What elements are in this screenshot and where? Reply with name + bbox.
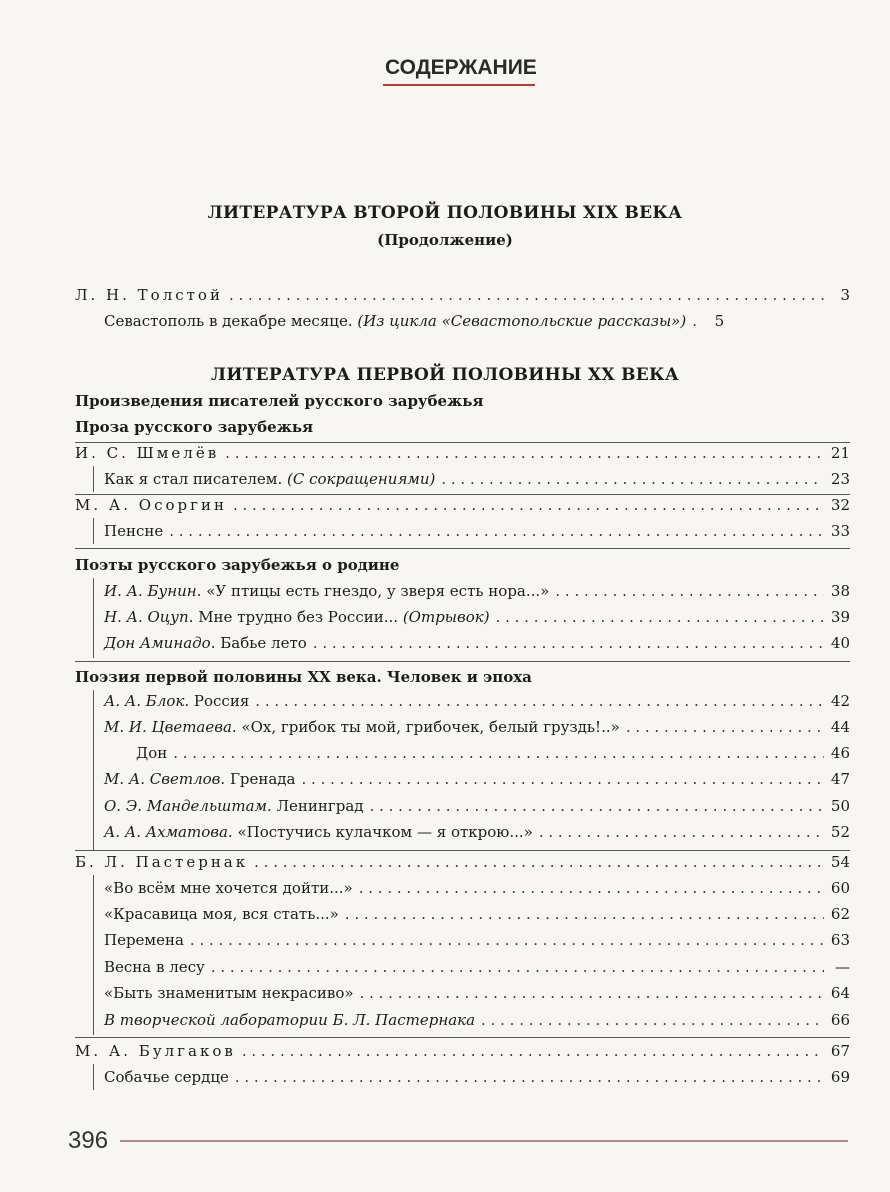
poem-author: Н. А. Оцуп. (104, 608, 194, 626)
poem-author: Дон Аминадо. (104, 634, 216, 652)
work-title: Перемена (104, 931, 184, 949)
leader-dots (345, 905, 824, 923)
leader-dots (233, 496, 824, 514)
leader-dots (692, 312, 698, 330)
toc-entry-osorgin[interactable] (75, 496, 850, 518)
author-name: И. С. Шмелёв (75, 444, 220, 462)
leader-dots (242, 1042, 824, 1060)
leader-dots (370, 797, 824, 815)
entry-title (104, 718, 620, 736)
work-title: Собачье сердце (104, 1068, 229, 1086)
toc-entry-peremena[interactable] (104, 931, 850, 953)
entry-title (104, 470, 435, 488)
leader-dots (190, 931, 824, 949)
page-ref: 33 (830, 522, 850, 540)
block-rule (75, 442, 850, 443)
poem-author: И. А. Бунин. (104, 582, 202, 600)
toc-entry-sobache[interactable] (104, 1068, 850, 1090)
toc-entry-shmelev[interactable] (75, 444, 850, 466)
leader-dots (555, 582, 824, 600)
leader-dots (441, 470, 824, 488)
group-heading-poetry-epoch: Поэзия первой половины XX века. Человек и эпоха (75, 668, 532, 686)
leader-dots (229, 286, 824, 304)
work-title: Россия (189, 692, 250, 710)
work-title: «Постучись кулачком — я открою...» (232, 823, 533, 841)
author-name: Б. Л. Пастернак (75, 853, 249, 871)
work-title: Как я стал писателем. (104, 470, 287, 488)
block-rule (75, 1037, 850, 1038)
page-ref: 67 (830, 1042, 850, 1060)
page-ref: 60 (830, 879, 850, 897)
entry-title (104, 770, 296, 788)
toc-entry-pensne[interactable] (104, 522, 850, 544)
author-name: Л. Н. Толстой (75, 286, 223, 304)
toc-entry-lab[interactable] (104, 1011, 850, 1033)
page-ref: 23 (830, 470, 850, 488)
group-heading-emigre-poets: Поэты русского зарубежья о родине (75, 556, 400, 574)
toc-entry-tolstoy[interactable] (75, 286, 850, 308)
toc-entry-bunin[interactable] (104, 582, 850, 604)
page-ref: 69 (830, 1068, 850, 1086)
leader-dots (173, 744, 824, 762)
page-ref: 21 (830, 444, 850, 462)
work-title: Дон (136, 744, 168, 762)
work-title: Пенсне (104, 522, 164, 540)
leader-dots (169, 522, 824, 540)
toc-entry-krasavitsa[interactable] (104, 905, 850, 927)
toc-entry-sevastopol[interactable] (104, 312, 850, 334)
author-name: М. А. Осоргин (75, 496, 227, 514)
page-ref: 54 (830, 853, 850, 871)
leader-dots (255, 692, 824, 710)
block-rule (75, 494, 850, 495)
work-title: Бабье лето (215, 634, 307, 652)
leader-dots (225, 444, 824, 462)
leader-dots (360, 984, 824, 1002)
work-title: «У птицы есть гнездо, у зверя есть нора...» (201, 582, 550, 600)
poem-author: А. А. Ахматова. (104, 823, 233, 841)
work-title: Гренада (225, 770, 296, 788)
work-title: Ленинград (271, 797, 364, 815)
page-ref: 62 (830, 905, 850, 923)
toc-entry-kak-ya[interactable] (104, 470, 850, 492)
toc-entry-byt[interactable] (104, 984, 850, 1006)
section-title-xix: ЛИТЕРАТУРА ВТОРОЙ ПОЛОВИНЫ XIX ВЕКА (207, 203, 683, 223)
group-rule (93, 1064, 94, 1090)
section-title-xx: ЛИТЕРАТУРА ПЕРВОЙ ПОЛОВИНЫ XX ВЕКА (211, 365, 679, 385)
page-ref: 66 (830, 1011, 850, 1029)
page-ref: 42 (830, 692, 850, 710)
entry-title (104, 823, 533, 841)
page-ref: 47 (830, 770, 850, 788)
leader-dots (302, 770, 825, 788)
work-note: (Из цикла «Севастопольские рассказы») (357, 312, 687, 330)
group-rule (93, 690, 94, 850)
toc-entry-tsvetaeva[interactable] (104, 718, 850, 740)
author-name: М. А. Булгаков (75, 1042, 236, 1060)
work-title: Севастополь в декабре месяце. (104, 312, 358, 330)
poem-author: О. Э. Мандельштам. (104, 797, 272, 815)
page-ref: 5 (714, 312, 725, 330)
leader-dots (254, 853, 824, 871)
toc-entry-bulgakov[interactable] (75, 1042, 850, 1064)
page-ref: — (835, 958, 850, 976)
leader-dots (539, 823, 824, 841)
page-ref: 39 (830, 608, 850, 626)
work-title: Мне трудно без России... (193, 608, 403, 626)
toc-entry-mandelshtam[interactable] (104, 797, 850, 819)
toc-entry-akhmatova[interactable] (104, 823, 850, 845)
page-ref: 44 (830, 718, 850, 736)
work-title: «Быть знаменитым некрасиво» (104, 984, 354, 1002)
poem-author: М. А. Светлов. (104, 770, 226, 788)
poem-author: М. И. Цветаева. (104, 718, 237, 736)
page-title: СОДЕРЖАНИЕ (385, 56, 537, 79)
toc-entry-vo-vsem[interactable] (104, 879, 850, 901)
block-rule (75, 850, 850, 851)
page-ref: 38 (830, 582, 850, 600)
footer-rule (120, 1140, 848, 1142)
title-underline (383, 84, 535, 86)
leader-dots (211, 958, 824, 976)
group-rule (93, 518, 94, 544)
work-title: «Ох, грибок ты мой, грибочек, белый груздь!..» (236, 718, 620, 736)
group-rule (93, 578, 94, 658)
toc-entry-svetlov[interactable] (104, 770, 850, 792)
group-heading-emigre-prose: Проза русского зарубежья (75, 418, 314, 436)
block-rule (75, 548, 850, 549)
group-heading-emigre-works: Произведения писателей русского зарубежья (75, 392, 484, 410)
work-title: «Красавица моя, вся стать...» (104, 905, 339, 923)
entry-title (104, 608, 490, 626)
work-title: «Во всём мне хочется дойти...» (104, 879, 353, 897)
page-ref: 3 (840, 286, 850, 304)
toc-entry-otsup[interactable] (104, 608, 850, 630)
group-rule (93, 466, 94, 492)
leader-dots (313, 634, 824, 652)
leader-dots (359, 879, 824, 897)
page-ref: 32 (830, 496, 850, 514)
entry-title (104, 582, 549, 600)
work-title: В творческой лаборатории Б. Л. Пастернака (104, 1011, 476, 1029)
poem-author: А. А. Блок. (104, 692, 190, 710)
entry-title (104, 634, 307, 652)
work-note: (С сокращениями) (287, 470, 436, 488)
block-rule (75, 661, 850, 662)
leader-dots (496, 608, 824, 626)
leader-dots (235, 1068, 824, 1086)
entry-title (104, 797, 364, 815)
toc-entry-blok[interactable] (104, 692, 850, 714)
work-title: Весна в лесу (104, 958, 205, 976)
page-ref: 63 (830, 931, 850, 949)
page-ref: 52 (830, 823, 850, 841)
toc-entry-aminado[interactable] (104, 634, 850, 656)
toc-entry-vesna[interactable] (104, 958, 850, 980)
leader-dots (626, 718, 824, 736)
page-ref: 64 (830, 984, 850, 1002)
work-note: (Отрывок) (402, 608, 490, 626)
toc-entry-pasternak[interactable] (75, 853, 850, 875)
page-ref: 50 (830, 797, 850, 815)
toc-entry-don[interactable] (136, 744, 850, 766)
entry-title (104, 692, 249, 710)
leader-dots (481, 1011, 824, 1029)
entry-title (104, 312, 686, 330)
section-subtitle: (Продолжение) (377, 231, 513, 249)
page-ref: 40 (830, 634, 850, 652)
page-number: 396 (68, 1127, 109, 1154)
group-rule (93, 875, 94, 1035)
page-ref: 46 (830, 744, 850, 762)
